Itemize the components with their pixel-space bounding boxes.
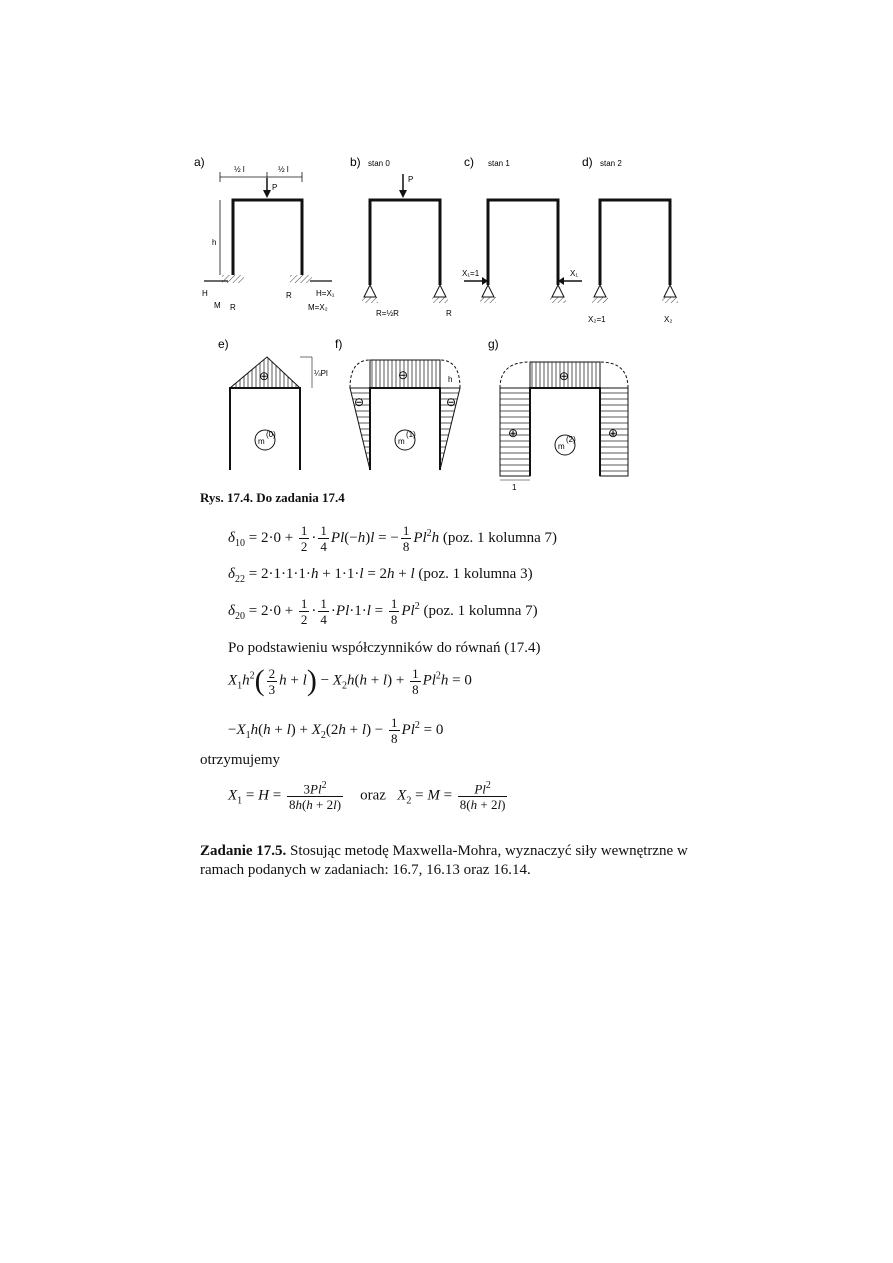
state-2-label: stan 2 — [600, 159, 622, 168]
panel-b-label: b) — [350, 155, 361, 169]
eq-system-2: $-X_1h(h + l) + X_2(2h + l)$ − $\frac{1}{8}$ $Pl^2 = 0$ — [228, 715, 444, 746]
panel-d-label: d) — [582, 155, 593, 169]
reaction-R-right: R — [286, 291, 292, 300]
reaction-R-left: R — [230, 303, 236, 312]
m2-sup: (2) — [566, 435, 576, 444]
moment-diagram-e — [230, 357, 328, 470]
m2-label: m — [558, 442, 565, 451]
minus-f-left: ⊖ — [354, 395, 365, 409]
result-intro: otrzymujemy — [200, 752, 280, 768]
plus-g-left: ⊕ — [508, 426, 519, 440]
load-P-a: P — [272, 183, 278, 192]
frame-b — [362, 174, 452, 318]
load-P-b: P — [408, 175, 414, 184]
m0-label: m — [258, 437, 265, 446]
panel-g-label: g) — [488, 337, 499, 351]
eq-delta20-note: (poz. 1 kolumna 7) — [423, 602, 538, 619]
one-g: 1 — [512, 483, 517, 492]
X2-d: X₂ — [664, 315, 673, 324]
R-half: R=½R — [376, 309, 399, 318]
X1-eq-1: X₁=1 — [462, 269, 480, 278]
eq-delta20: $\delta_{20} = 2\cdot 0$ + $\frac{1}{2}$ · $\frac{1}{4}$ ·Pl·1·l = $\frac{1}{8}$ Pl$^2$ (poz. 1 kolumna 7) — [228, 596, 538, 627]
half-l-right: ½ l — [278, 165, 289, 174]
plus-g-right: ⊕ — [608, 426, 619, 440]
moment-diagram-f — [350, 360, 460, 470]
h-f: h — [448, 375, 453, 384]
figure-17-4 — [190, 150, 710, 495]
half-l-left: ½ l — [234, 165, 245, 174]
height-h: h — [212, 238, 217, 247]
task-title: Zadanie 17.5. — [200, 843, 287, 859]
panel-f-label: f) — [335, 337, 343, 351]
X2-eq-1: X₂=1 — [588, 315, 606, 324]
panel-a-label: a) — [194, 155, 205, 169]
eq-delta10-note: (poz. 1 kolumna 7) — [442, 529, 558, 546]
frame-d — [588, 200, 678, 324]
Pl-quarter: ¼Pl — [314, 369, 328, 378]
panel-c-label: c) — [464, 155, 474, 169]
H-eq-X1: H=X₁ — [316, 289, 335, 298]
eq-delta22: $\delta_{22} = 2\cdot 1\cdot 1\cdot 1\cdot h + 1\cdot 1\cdot l = 2h + l$ (poz. 1 kolumna 3) — [228, 566, 533, 585]
R-b-right: R — [446, 309, 452, 318]
state-1-label: stan 1 — [488, 159, 510, 168]
minus-f-top: ⊖ — [398, 368, 409, 382]
M-eq-X2: M=X₂ — [308, 303, 328, 312]
state-0-label: stan 0 — [368, 159, 390, 168]
moment-M: M — [214, 301, 221, 310]
frame-c — [462, 200, 582, 303]
figure-caption: Rys. 17.4. Do zadania 17.4 — [200, 490, 345, 505]
task-body: Stosując metodę Maxwella-Mohra, wyznaczyć siły wewnętrzne w ramach podanych w zadaniach: 16.7, 16.13 oraz 16.14. — [200, 843, 688, 878]
minus-f-right: ⊖ — [446, 395, 457, 409]
substitution-text: Po podstawieniu współczynników do równań (17.4) — [228, 640, 541, 656]
plus-g-top: ⊕ — [559, 369, 570, 383]
eq-delta10: $\delta_{10} = 2\cdot 0$ + $\frac{1}{2}$ · $\frac{1}{4}$ Pl(−h)l = − $\frac{1}{8}$ Pl$^2$h (poz. 1 kolumna 7) — [228, 523, 558, 554]
panel-e-label: e) — [218, 337, 229, 351]
task-17-5 — [200, 842, 690, 880]
eq-result: $X_1 = H$ = $\frac{3Pl^2}{8h(h + 2l)}$ oraz $X_2 = M$ = $\frac{Pl^2}{8(h + 2l)}$ — [228, 780, 506, 813]
m1-label: m — [398, 437, 405, 446]
moment-diagram-g — [500, 362, 628, 492]
oraz-text: oraz — [360, 787, 386, 804]
plus-e: ⊕ — [259, 369, 270, 383]
eq-system-1: $X_1h^2$( $\frac{2}{3}$ $h + l) - X_2h(h + l)$ + $\frac{1}{8}$ $Pl^2h = 0$ — [228, 664, 472, 697]
eq-delta22-note: (poz. 1 kolumna 3) — [418, 566, 533, 582]
frame-a — [202, 165, 335, 312]
X1-c: X₁ — [570, 269, 579, 278]
m0-sup: (0) — [266, 430, 276, 439]
m1-sup: (1) — [406, 430, 416, 439]
reaction-H: H — [202, 289, 208, 298]
